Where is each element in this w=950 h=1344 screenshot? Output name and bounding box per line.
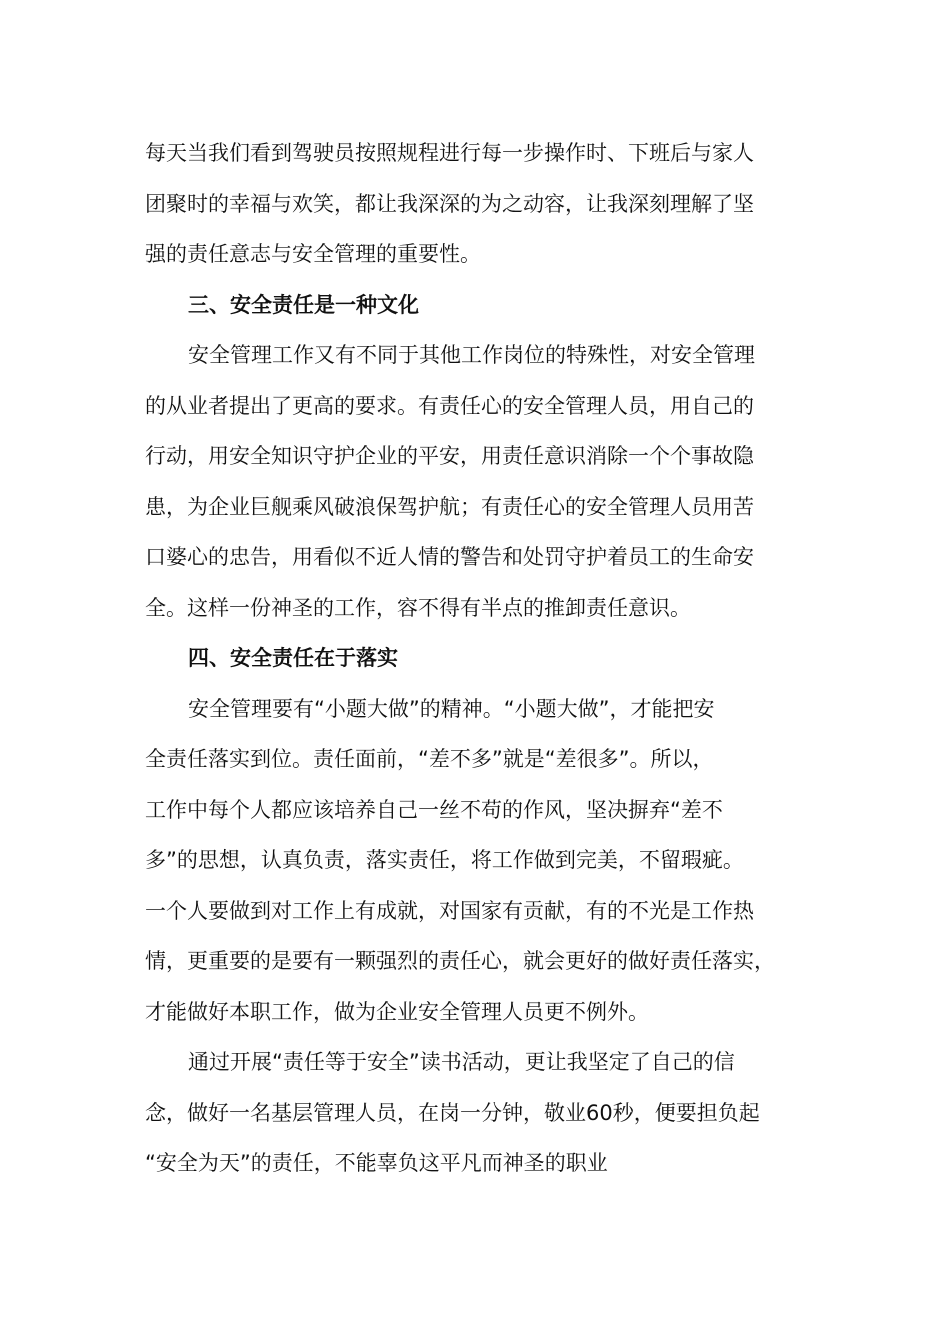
body-line: 团聚时的幸福与欢笑，都让我深深的为之动容，让我深刻理解了坚 (145, 191, 754, 216)
body-line: 一个人要做到对工作上有成就，对国家有贡献，有的不光是工作热 (145, 898, 754, 923)
body-line: 的从业者提出了更高的要求。有责任心的安全管理人员，用自己的 (145, 393, 754, 418)
body-line: 每天当我们看到驾驶员按照规程进行每一步操作时、下班后与家人 (145, 141, 754, 165)
body-line: 强的责任意志与安全管理的重要性。 (145, 242, 481, 266)
body-line: 才能做好本职工作，做为企业安全管理人员更不例外。 (145, 999, 649, 1024)
section-heading-4: 四、安全责任在于落实 (188, 646, 398, 670)
body-line: 患，为企业巨舰乘风破浪保驾护航；有责任心的安全管理人员用苦 (145, 494, 754, 519)
body-line: 全。这样一份神圣的工作，容不得有半点的推卸责任意识。 (145, 595, 691, 620)
body-line: 多”的思想，认真负责，落实责任，将工作做到完美，不留瑕疵。 (145, 848, 744, 872)
body-line: 念，做好一名基层管理人员，在岗一分钟，敬业60秒，便要担负起 (145, 1100, 760, 1125)
document-body (145, 128, 810, 1189)
body-line: “安全为天”的责任，不能辜负这平凡而神圣的职业 (145, 1151, 608, 1175)
body-line: 全责任落实到位。责任面前，“差不多”就是“差很多”。所以， (145, 747, 714, 771)
section-heading-3: 三、安全责任是一种文化 (188, 292, 419, 317)
paragraph-start: 安全管理要有“小题大做”的精神。“小题大做”，才能把安 (188, 696, 715, 721)
body-line: 口婆心的忠告，用看似不近人情的警告和处罚守护着员工的生命安 (145, 545, 754, 569)
body-line: 工作中每个人都应该培养自己一丝不苟的作风，坚决摒弃“差不 (145, 797, 723, 822)
paragraph-start: 通过开展“责任等于安全”读书活动，更让我坚定了自己的信 (188, 1050, 735, 1074)
paragraph-start: 安全管理工作又有不同于其他工作岗位的特殊性，对安全管理 (188, 343, 755, 367)
body-line: 行动，用安全知识守护企业的平安，用责任意识消除一个个事故隐 (145, 444, 754, 468)
body-line: 情，更重要的是要有一颗强烈的责任心，就会更好的做好责任落实， (145, 949, 775, 973)
